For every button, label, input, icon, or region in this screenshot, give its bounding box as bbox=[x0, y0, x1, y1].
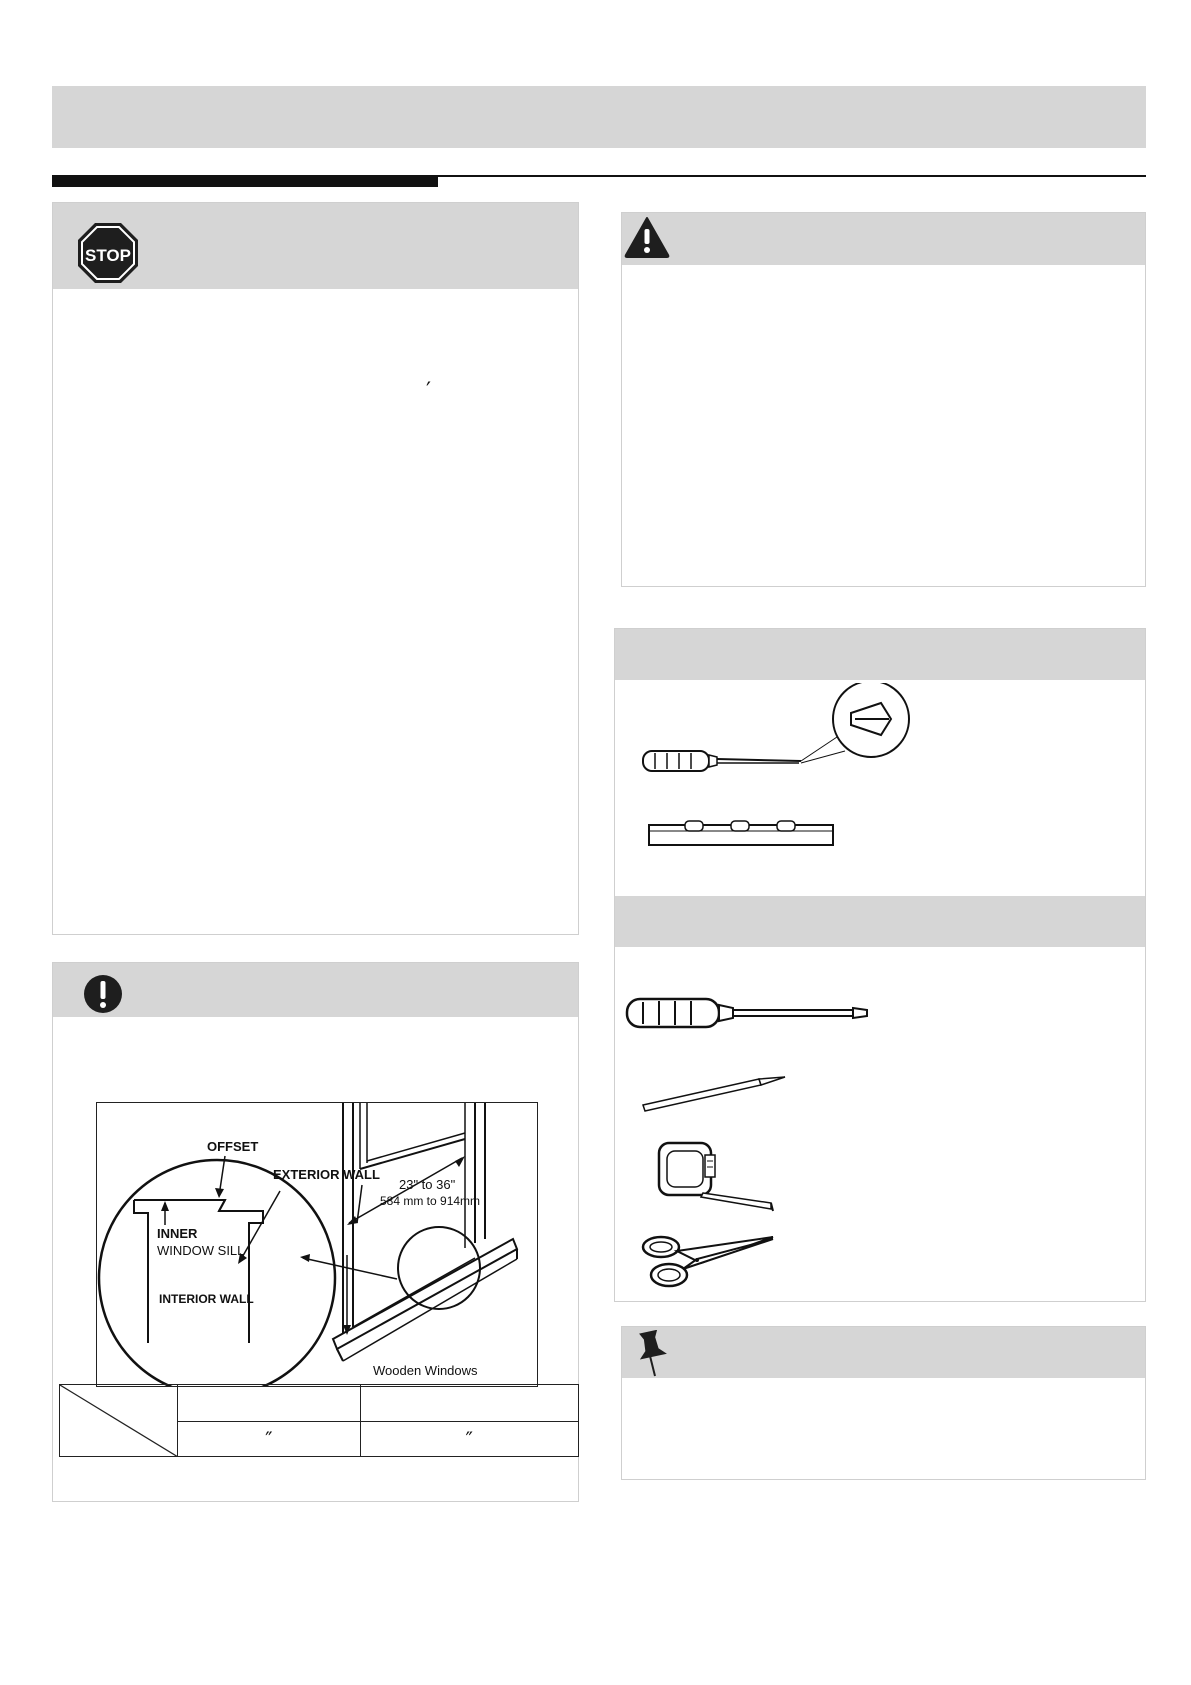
warning-box bbox=[621, 212, 1146, 587]
level-tool-icon bbox=[647, 819, 837, 849]
phillips-screwdriver-icon bbox=[641, 683, 941, 788]
interior-wall-label: INTERIOR WALL bbox=[159, 1292, 254, 1306]
tools-header-2 bbox=[615, 896, 1145, 947]
table-row2-cell-2-mark: ″ bbox=[465, 1427, 474, 1451]
table-header-cell-1 bbox=[178, 1385, 360, 1422]
exterior-wall-label: EXTERIOR WALL bbox=[273, 1167, 380, 1182]
pushpin-icon bbox=[634, 1330, 670, 1378]
table-corner-cell bbox=[60, 1385, 178, 1457]
table-row2-cell-2 bbox=[360, 1422, 578, 1457]
warning-triangle-icon bbox=[623, 215, 671, 259]
warning-box-header bbox=[622, 213, 1145, 265]
pencil-icon bbox=[639, 1073, 789, 1113]
dim-inches-label: 23" to 36" bbox=[399, 1177, 456, 1192]
caution-box-header bbox=[53, 963, 578, 1017]
scissors-icon bbox=[639, 1233, 779, 1293]
diagram-caption: Wooden Windows bbox=[373, 1363, 478, 1378]
table-row2-cell-1-mark: ″ bbox=[265, 1427, 273, 1451]
dim-mm-label: 584 mm to 914mm bbox=[380, 1194, 481, 1208]
stop-icon-text: STOP bbox=[85, 246, 131, 265]
tools-header-1 bbox=[615, 629, 1145, 680]
caution-box bbox=[52, 962, 579, 1502]
tape-measure-icon bbox=[655, 1139, 785, 1219]
window-sill-diagram bbox=[96, 1102, 538, 1387]
note-box bbox=[621, 1326, 1146, 1480]
section-rule-thick bbox=[52, 175, 438, 187]
section-rule-thin bbox=[438, 175, 1146, 177]
stop-body-mark: ′ bbox=[426, 379, 431, 404]
stop-box bbox=[52, 202, 579, 935]
note-box-header bbox=[622, 1327, 1145, 1378]
window-size-table bbox=[59, 1384, 579, 1457]
magnifier-circle bbox=[99, 1160, 335, 1387]
table-row2-cell-1 bbox=[178, 1422, 360, 1457]
inner-label: INNER bbox=[157, 1226, 198, 1241]
stop-box-header bbox=[53, 203, 578, 289]
window-sill-label: WINDOW SILL bbox=[157, 1243, 245, 1258]
tools-box bbox=[614, 628, 1146, 1302]
exclamation-circle-icon bbox=[83, 974, 123, 1014]
table-header-cell-2 bbox=[360, 1385, 578, 1422]
offset-label: OFFSET bbox=[207, 1139, 259, 1154]
flat-screwdriver-icon bbox=[625, 994, 875, 1034]
stop-icon bbox=[76, 221, 140, 285]
page-title-bar bbox=[52, 86, 1146, 148]
